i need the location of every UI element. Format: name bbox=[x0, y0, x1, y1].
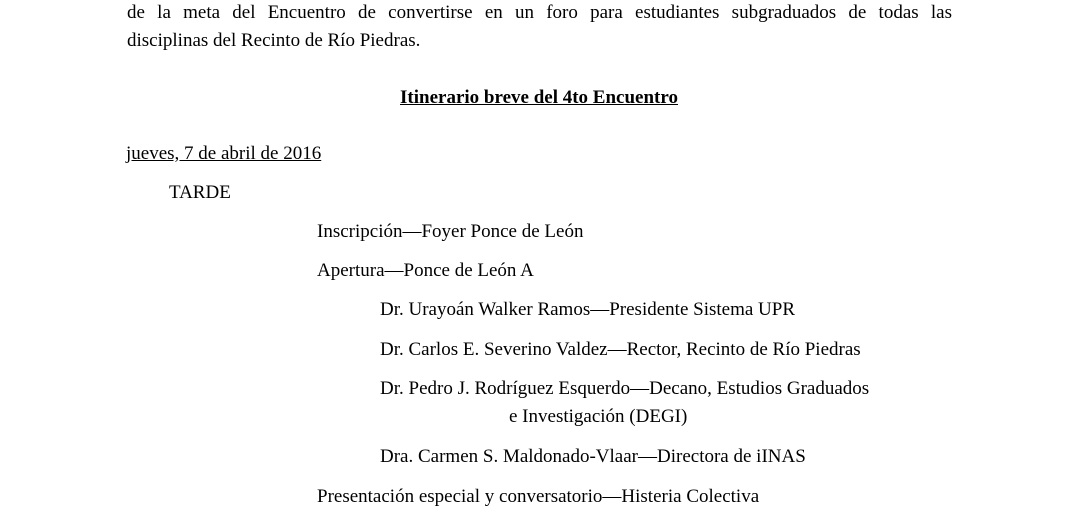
event-registration: Inscripción—Foyer Ponce de León bbox=[317, 221, 584, 242]
speaker-president: Dr. Urayoán Walker Ramos—Presidente Sistema UPR bbox=[380, 299, 796, 320]
paragraph-line-2: disciplinas del Recinto de Río Piedras. bbox=[127, 30, 421, 51]
speaker-dean: Dr. Pedro J. Rodríguez Esquerdo—Decano, Estudios Graduados bbox=[380, 378, 870, 399]
paragraph-line-1: de la meta del Encuentro de convertirse en un foro para estudiantes subgraduados de todas las bbox=[127, 2, 952, 23]
session-label: TARDE bbox=[169, 182, 231, 203]
speaker-rector: Dr. Carlos E. Severino Valdez—Rector, Recinto de Río Piedras bbox=[380, 339, 861, 360]
event-opening: Apertura—Ponce de León A bbox=[317, 260, 534, 281]
itinerary-heading: Itinerario breve del 4to Encuentro bbox=[400, 87, 678, 108]
speaker-director: Dra. Carmen S. Maldonado-Vlaar—Directora de iINAS bbox=[380, 446, 806, 467]
event-special-presentation: Presentación especial y conversatorio—Histeria Colectiva bbox=[317, 486, 760, 507]
speaker-dean-continued: e Investigación (DEGI) bbox=[509, 406, 688, 427]
date-label: jueves, 7 de abril de 2016 bbox=[126, 143, 322, 164]
